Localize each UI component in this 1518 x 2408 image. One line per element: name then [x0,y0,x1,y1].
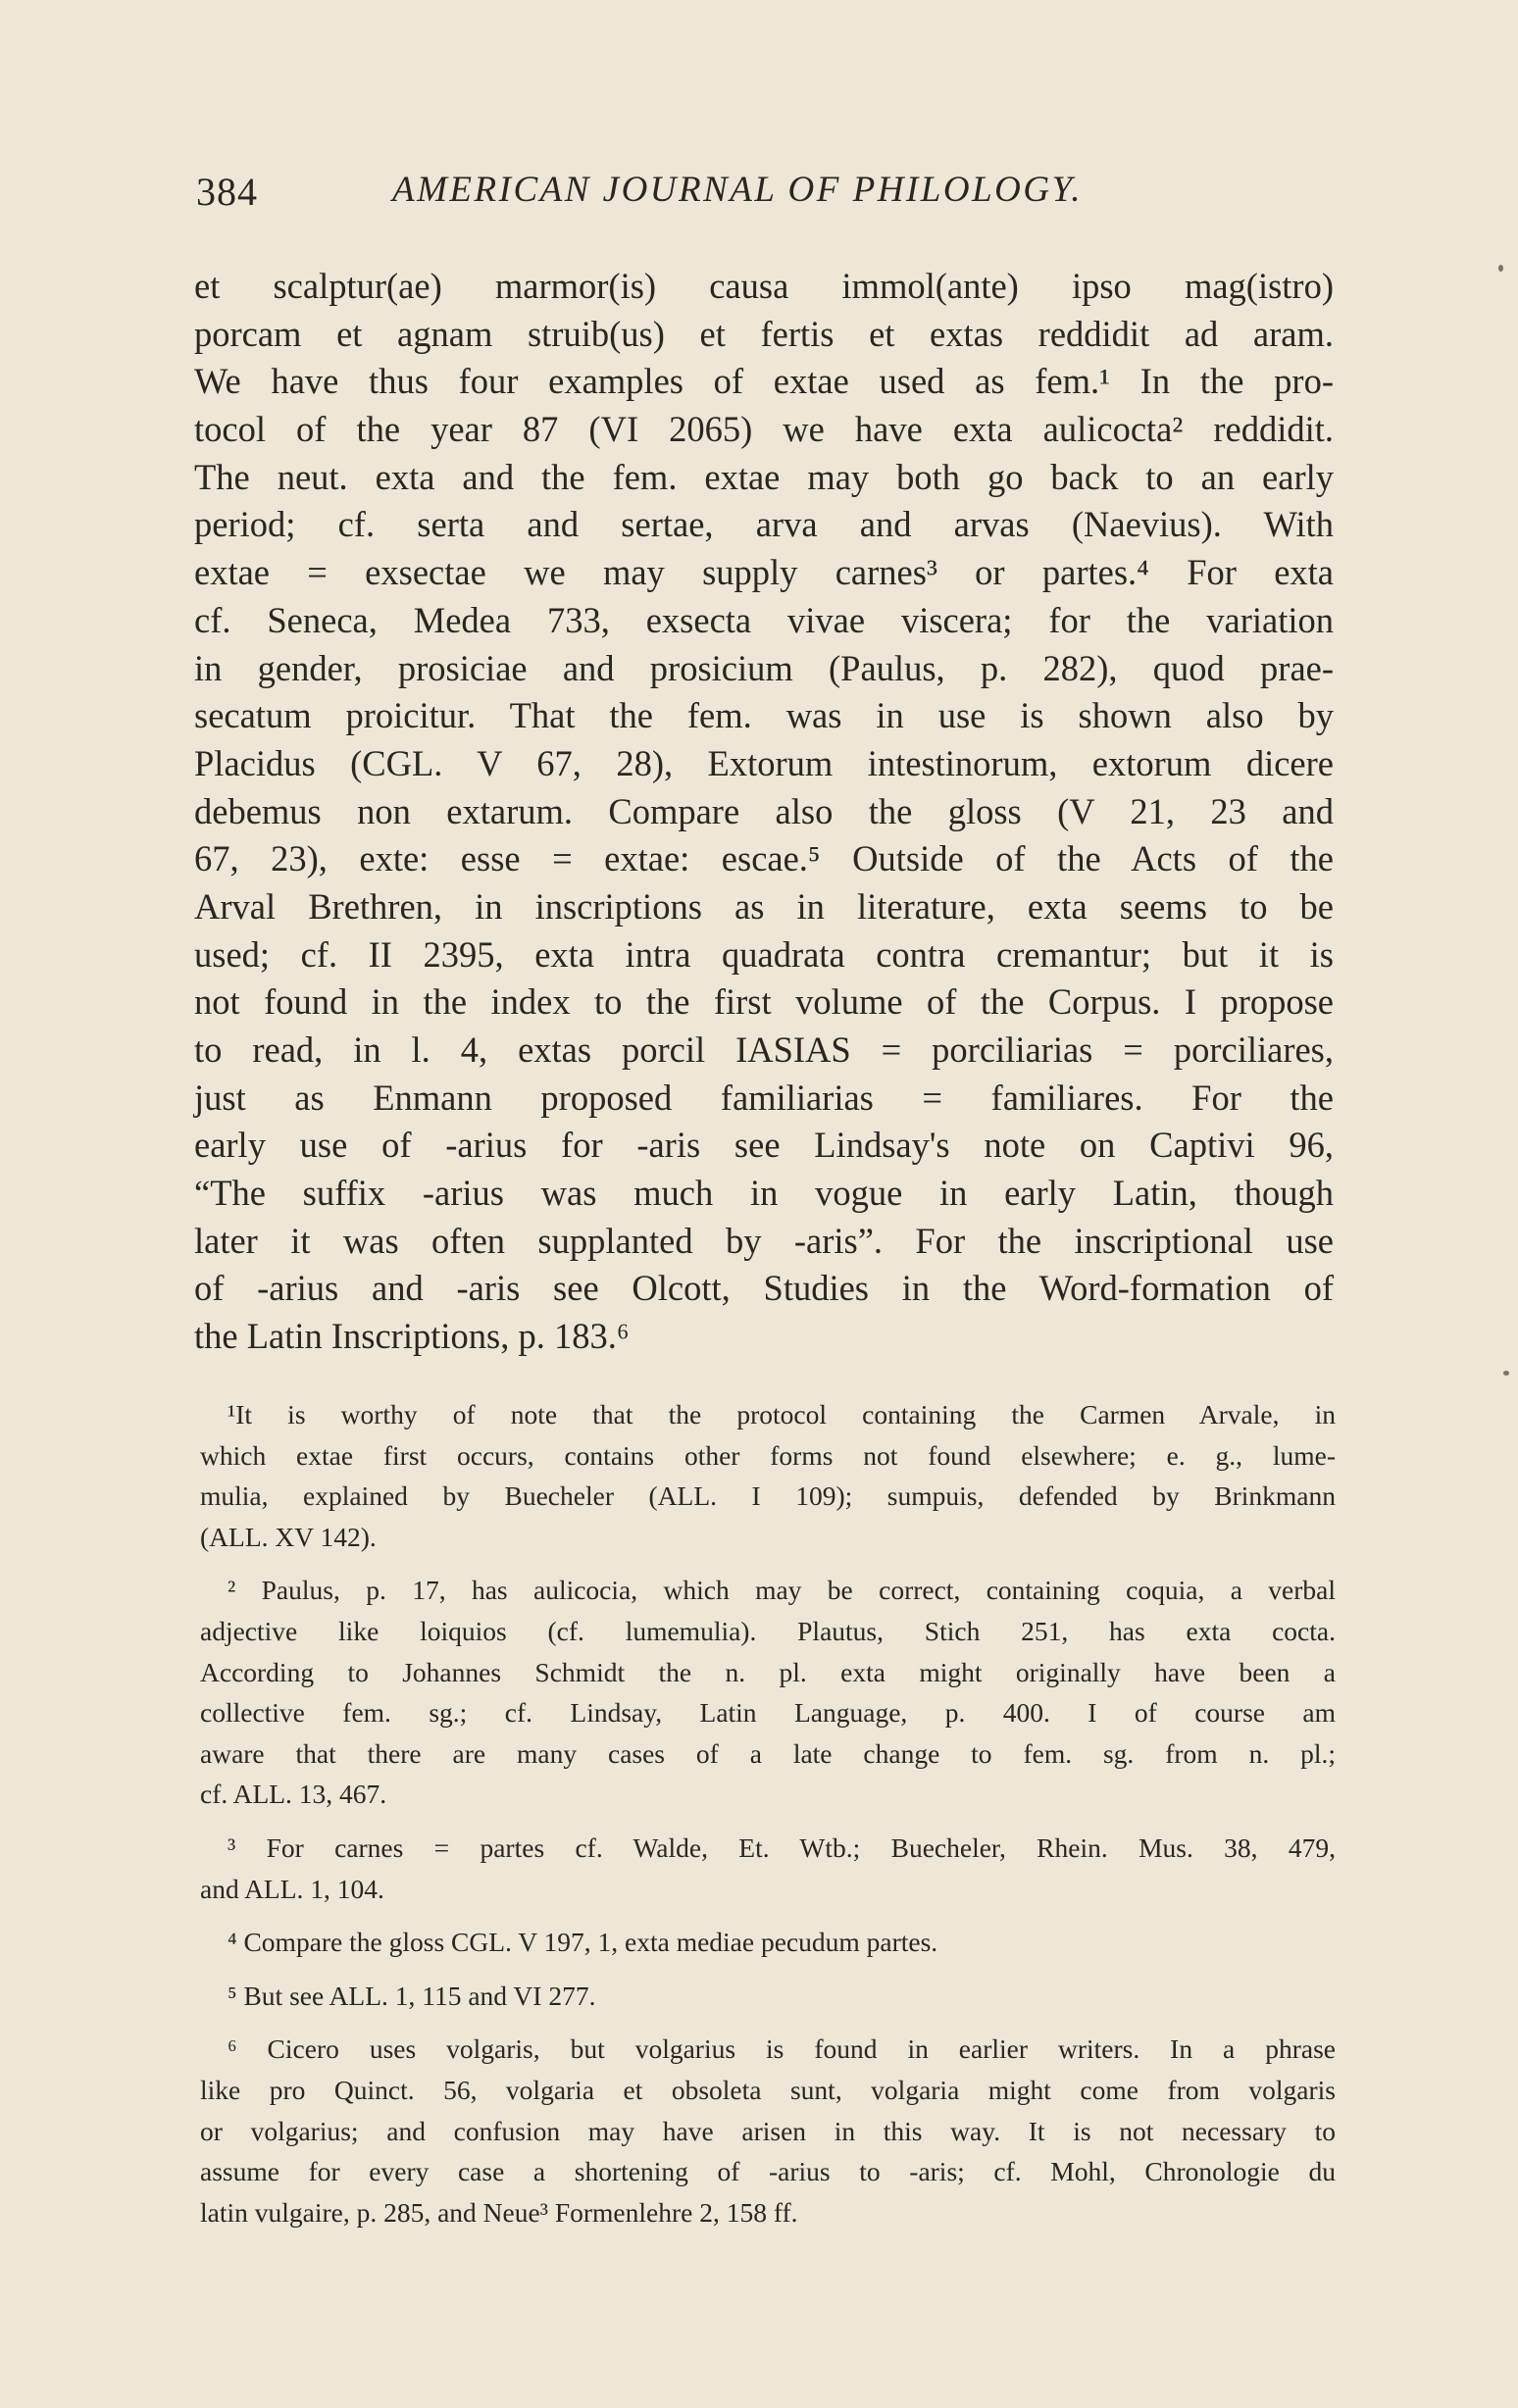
footnote-line: ³ For carnes = partes cf. Walde, Et. Wtb.; Buecheler, Rhein. Mus. 38, 479, [228,1831,1336,1863]
body-line: to read, in l. 4, extas porcil IASIAS = porciliarias = porciliares, [194,1029,1334,1070]
body-line: et scalptur(ae) marmor(is) causa immol(ante) ipso mag(istro) [194,266,1334,306]
body-line: debemus non extarum. Compare also the gloss (V 21, 23 and [194,790,1334,831]
body-line: We have thus four examples of extae used as fem.¹ In the pro- [194,361,1334,402]
footnote-6 [200,2029,1336,2232]
footnote-line: According to Johannes Schmidt the n. pl. exta might originally have been a [200,1656,1336,1687]
footnote-line: ⁴ Compare the gloss CGL. V 197, 1, exta mediae pecudum partes. [228,1927,938,1958]
body-line: period; cf. serta and sertae, arva and arvas (Naevius). With [194,504,1334,545]
body-line: of -arius and -aris see Olcott, Studies in the Word-formation of [194,1268,1334,1309]
footnote-1 [200,1394,1336,1557]
body-line: Placidus (CGL. V 67, 28), Extorum intestinorum, extorum dicere [194,742,1334,783]
footnote-line: ¹It is worthy of note that the protocol containing the Carmen Arvale, in [228,1399,1336,1430]
body-line: 67, 23), exte: esse = extae: escae.⁵ Outside of the Acts of the [194,838,1334,879]
body-line: the Latin Inscriptions, p. 183.⁶ [194,1316,630,1357]
footnote-line: ⁵ But see ALL. 1, 115 and VI 277. [228,1980,596,2011]
paper-speck [1498,265,1503,272]
page-number: 384 [196,170,258,214]
footnote-line: latin vulgaire, p. 285, and Neue³ Formenlehre 2, 158 ff. [200,2196,798,2228]
body-line: not found in the index to the first volume of the Corpus. I propose [194,981,1334,1023]
footnote-4 [200,1922,1336,1963]
body-text [194,263,1334,1361]
body-line: “The suffix -arius was much in vogue in early Latin, though [194,1173,1334,1214]
footnote-3 [200,1828,1336,1909]
body-line: tocol of the year 87 (VI 2065) we have exta aulicocta² reddidit. [194,409,1334,450]
footnote-line: and ALL. 1, 104. [200,1873,384,1904]
footnote-line: like pro Quinct. 56, volgaria et obsoleta sunt, volgaria might come from volgaris [200,2074,1336,2105]
footnote-line: ² Paulus, p. 17, has aulicocia, which may be correct, containing coquia, a verbal [228,1575,1336,1606]
body-line: secatum proicitur. That the fem. was in use is shown also by [194,695,1334,736]
footnote-line: aware that there are many cases of a late change to fem. sg. from n. pl.; [200,1737,1336,1769]
body-line: in gender, prosiciae and prosicium (Paulus, p. 282), quod prae- [194,647,1334,688]
footnote-line: assume for every case a shortening of -arius to -aris; cf. Mohl, Chronologie du [200,2156,1336,2187]
body-line: extae = exsectae we may supply carnes³ or partes.⁴ For exta [194,552,1334,593]
footnote-line: adjective like loiquios (cf. lumemulia). Plautus, Stich 251, has exta cocta. [200,1615,1336,1646]
footnote-line: or volgarius; and confusion may have arisen in this way. It is not necessary to [200,2115,1336,2146]
footnote-line: cf. ALL. 13, 467. [200,1779,387,1810]
footnote-5 [200,1976,1336,2017]
footnotes [200,1394,1336,2245]
footnote-line: (ALL. XV 142). [200,1521,377,1552]
footnote-2 [200,1570,1336,1815]
body-line: early use of -arius for -aris see Lindsay's note on Captivi 96, [194,1125,1334,1166]
body-line: later it was often supplanted by -aris”. For the inscriptional use [194,1220,1334,1261]
body-line: just as Enmann proposed familiarias = familiares. For the [194,1077,1334,1118]
footnote-line: mulia, explained by Buecheler (ALL. I 109); sumpuis, defended by Brinkmann [200,1480,1336,1512]
body-line: cf. Seneca, Medea 733, exsecta vivae viscera; for the variation [194,599,1334,640]
body-line: Arval Brethren, in inscriptions as in literature, exta seems to be [194,885,1334,927]
footnote-line: ⁶ Cicero uses volgaris, but volgarius is found in earlier writers. In a phrase [228,2033,1336,2065]
body-line: porcam et agnam struib(us) et fertis et extas reddidit ad aram. [194,313,1334,354]
footnote-line: which extae first occurs, contains other forms not found elsewhere; e. g., lume- [200,1439,1336,1471]
footnote-line: collective fem. sg.; cf. Lindsay, Latin Language, p. 400. I of course am [200,1697,1336,1729]
body-line: used; cf. II 2395, exta intra quadrata contra cremantur; but it is [194,933,1334,975]
running-head: AMERICAN JOURNAL OF PHILOLOGY. [392,170,1084,210]
paper-speck [1503,1371,1509,1376]
body-line: The neut. exta and the fem. extae may both go back to an early [194,456,1334,497]
page-header [184,165,1351,224]
